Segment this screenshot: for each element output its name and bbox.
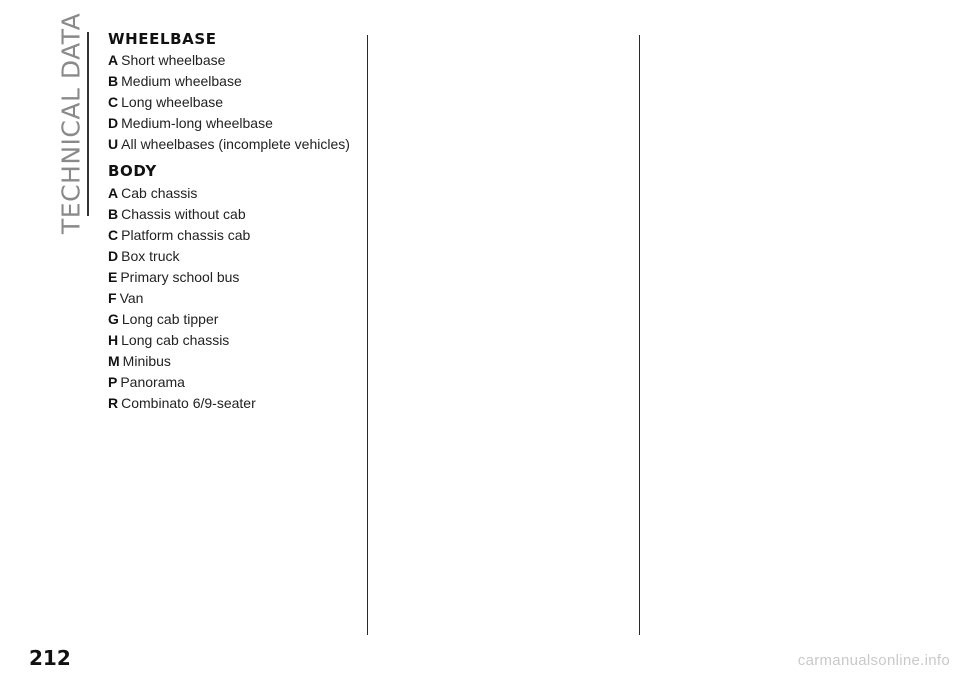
wheelbase-item-u: [108, 134, 363, 155]
item-letter: D: [108, 115, 119, 131]
item-text: All wheelbases (incomplete vehicles): [121, 136, 350, 152]
item-letter: H: [108, 332, 119, 348]
item-letter: E: [108, 269, 118, 285]
body-item-d: [108, 246, 363, 267]
wheelbase-item-d: [108, 113, 363, 134]
item-letter: C: [108, 227, 119, 243]
item-letter: D: [108, 248, 119, 264]
item-letter: B: [108, 206, 119, 222]
page-number: 212: [29, 646, 71, 670]
wheelbase-item-a: [108, 50, 363, 71]
item-letter: G: [108, 311, 119, 327]
item-text: Long cab chassis: [121, 332, 230, 348]
wheelbase-heading: WHEELBASE: [108, 30, 217, 48]
item-letter: A: [108, 52, 119, 68]
item-letter: A: [108, 185, 119, 201]
item-letter: C: [108, 94, 119, 110]
item-text: Medium wheelbase: [121, 73, 242, 89]
wheelbase-item-c: [108, 92, 363, 113]
item-text: Cab chassis: [121, 185, 198, 201]
item-text: Long wheelbase: [121, 94, 224, 110]
item-text: Box truck: [121, 248, 180, 264]
item-text: Short wheelbase: [121, 52, 226, 68]
main-column: [108, 29, 363, 414]
body-item-f: [108, 288, 363, 309]
section-title-vertical: TECHNICAL DATA: [56, 12, 86, 234]
body-item-b: [108, 204, 363, 225]
item-text: Combinato 6/9-seater: [121, 395, 256, 411]
body-item-h: [108, 330, 363, 351]
column-divider: [639, 35, 640, 635]
watermark-text: carmanualsonline.info: [797, 652, 950, 669]
item-text: Panorama: [120, 374, 185, 390]
item-letter: F: [108, 290, 117, 306]
item-text: Medium-long wheelbase: [121, 115, 273, 131]
body-item-a: [108, 183, 363, 204]
item-text: Chassis without cab: [121, 206, 246, 222]
body-item-r: [108, 393, 363, 414]
body-heading: BODY: [108, 162, 157, 180]
item-letter: B: [108, 73, 119, 89]
body-item-e: [108, 267, 363, 288]
item-letter: R: [108, 395, 119, 411]
item-text: Platform chassis cab: [121, 227, 251, 243]
body-item-p: [108, 372, 363, 393]
body-item-g: [108, 309, 363, 330]
item-text: Minibus: [122, 353, 171, 369]
item-letter: M: [108, 353, 120, 369]
item-letter: P: [108, 374, 118, 390]
body-item-m: [108, 351, 363, 372]
section-divider-rule: [87, 32, 89, 216]
column-divider: [367, 35, 368, 635]
item-text: Long cab tipper: [121, 311, 219, 327]
item-text: Primary school bus: [120, 269, 240, 285]
item-text: Van: [119, 290, 144, 306]
body-item-c: [108, 225, 363, 246]
item-letter: U: [108, 136, 119, 152]
section-side-tab: [54, 12, 88, 234]
wheelbase-item-b: [108, 71, 363, 92]
